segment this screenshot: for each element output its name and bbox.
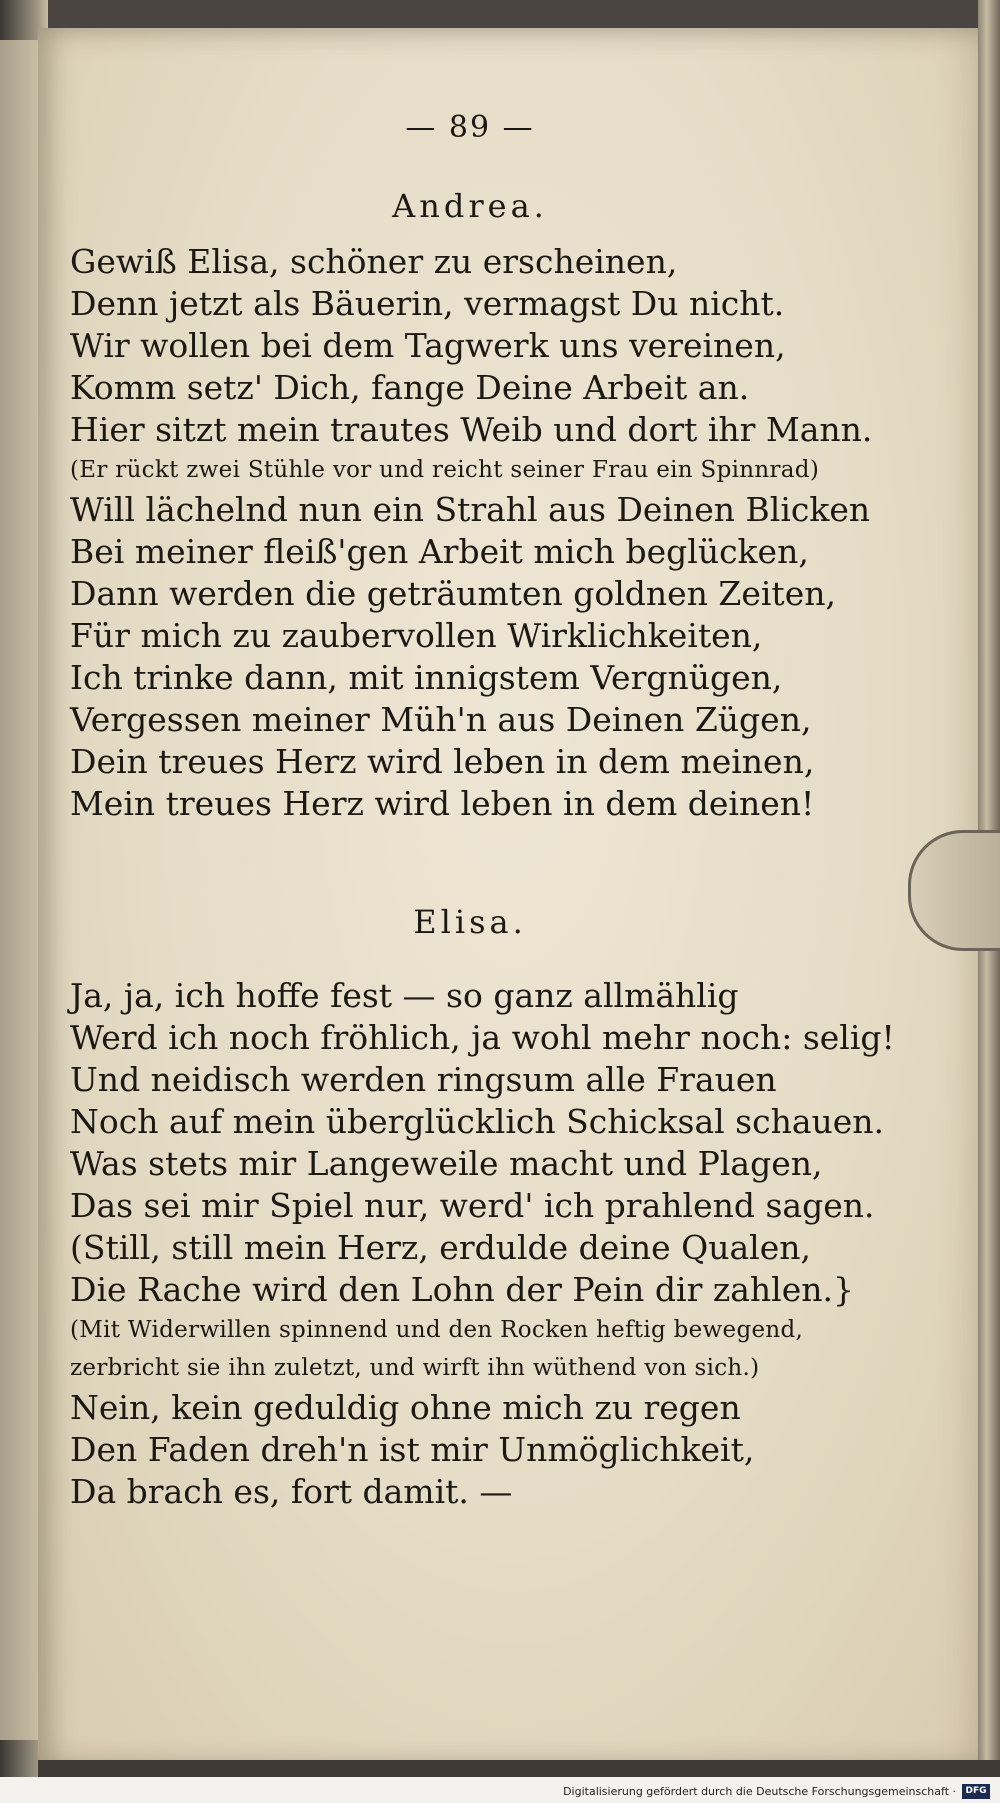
verse-line: Gewiß Elisa, schöner zu erscheinen, <box>70 242 678 281</box>
andrea-speech <box>70 241 873 825</box>
verse-line: Komm setz' Dich, fange Deine Arbeit an. <box>70 368 750 407</box>
verse-line: Da brach es, fort damit. — <box>70 1472 513 1511</box>
verse-line: Ich trinke dann, mit innigstem Vergnügen, <box>70 658 783 697</box>
verse-line: Werd ich noch fröhlich, ja wohl mehr noch: selig! <box>70 1018 895 1057</box>
footer-strip <box>0 1777 1000 1803</box>
page-number: — 89 — <box>405 110 535 145</box>
verse-line: Nein, kein geduldig ohne mich zu regen <box>70 1388 741 1427</box>
elisa-speech <box>70 975 895 1513</box>
verse-line: Wir wollen bei dem Tagwerk uns vereinen, <box>70 326 786 365</box>
bookmark-tab <box>908 830 1000 951</box>
stage-direction: (Er rückt zwei Stühle vor und reicht seiner Frau ein Spinnrad) <box>70 457 820 483</box>
verse-line: Dann werden die geträumten goldnen Zeiten, <box>70 574 836 613</box>
verse-line: Das sei mir Spiel nur, werd' ich prahlend sagen. <box>70 1186 875 1225</box>
verse-line: Denn jetzt als Bäuerin, vermagst Du nicht. <box>70 284 785 323</box>
verse-line: Dein treues Herz wird leben in dem meinen, <box>70 742 815 781</box>
verse-line: (Still, still mein Herz, erdulde deine Qualen, <box>70 1228 811 1267</box>
stage-direction: zerbricht sie ihn zuletzt, und wirft ihn wüthend von sich.) <box>70 1355 760 1381</box>
verse-line: Was stets mir Langeweile macht und Plagen, <box>70 1144 823 1183</box>
verse-line: Hier sitzt mein trautes Weib und dort ihr Mann. <box>70 410 873 449</box>
verse-line: Die Rache wird den Lohn der Pein dir zahlen.} <box>70 1270 854 1309</box>
verse-line: Bei meiner fleiß'gen Arbeit mich beglücken, <box>70 532 809 571</box>
stage-direction: (Mit Widerwillen spinnend und den Rocken heftig bewegend, <box>70 1317 804 1343</box>
verse-line: Will lächelnd nun ein Strahl aus Deinen Blicken <box>70 490 871 529</box>
verse-line: Den Faden dreh'n ist mir Unmöglichkeit, <box>70 1430 755 1469</box>
speaker-heading-andrea: Andrea. <box>392 187 548 225</box>
verse-line: Noch auf mein überglücklich Schicksal schauen. <box>70 1102 885 1141</box>
verse-line: Ja, ja, ich hoffe fest — so ganz allmählig <box>70 976 739 1015</box>
verse-line: Und neidisch werden ringsum alle Frauen <box>70 1060 777 1099</box>
dfg-logo-icon: DFG <box>962 1784 990 1799</box>
verse-line: Mein treues Herz wird leben in dem deinen! <box>70 784 815 823</box>
page-content <box>70 110 895 1513</box>
speaker-heading-elisa: Elisa. <box>413 903 527 941</box>
digitization-credit: Digitalisierung gefördert durch die Deutsche Forschungsgemeinschaft · <box>563 1785 956 1798</box>
verse-line: Vergessen meiner Müh'n aus Deinen Zügen, <box>70 700 812 739</box>
verse-line: Für mich zu zaubervollen Wirklichkeiten, <box>70 616 763 655</box>
